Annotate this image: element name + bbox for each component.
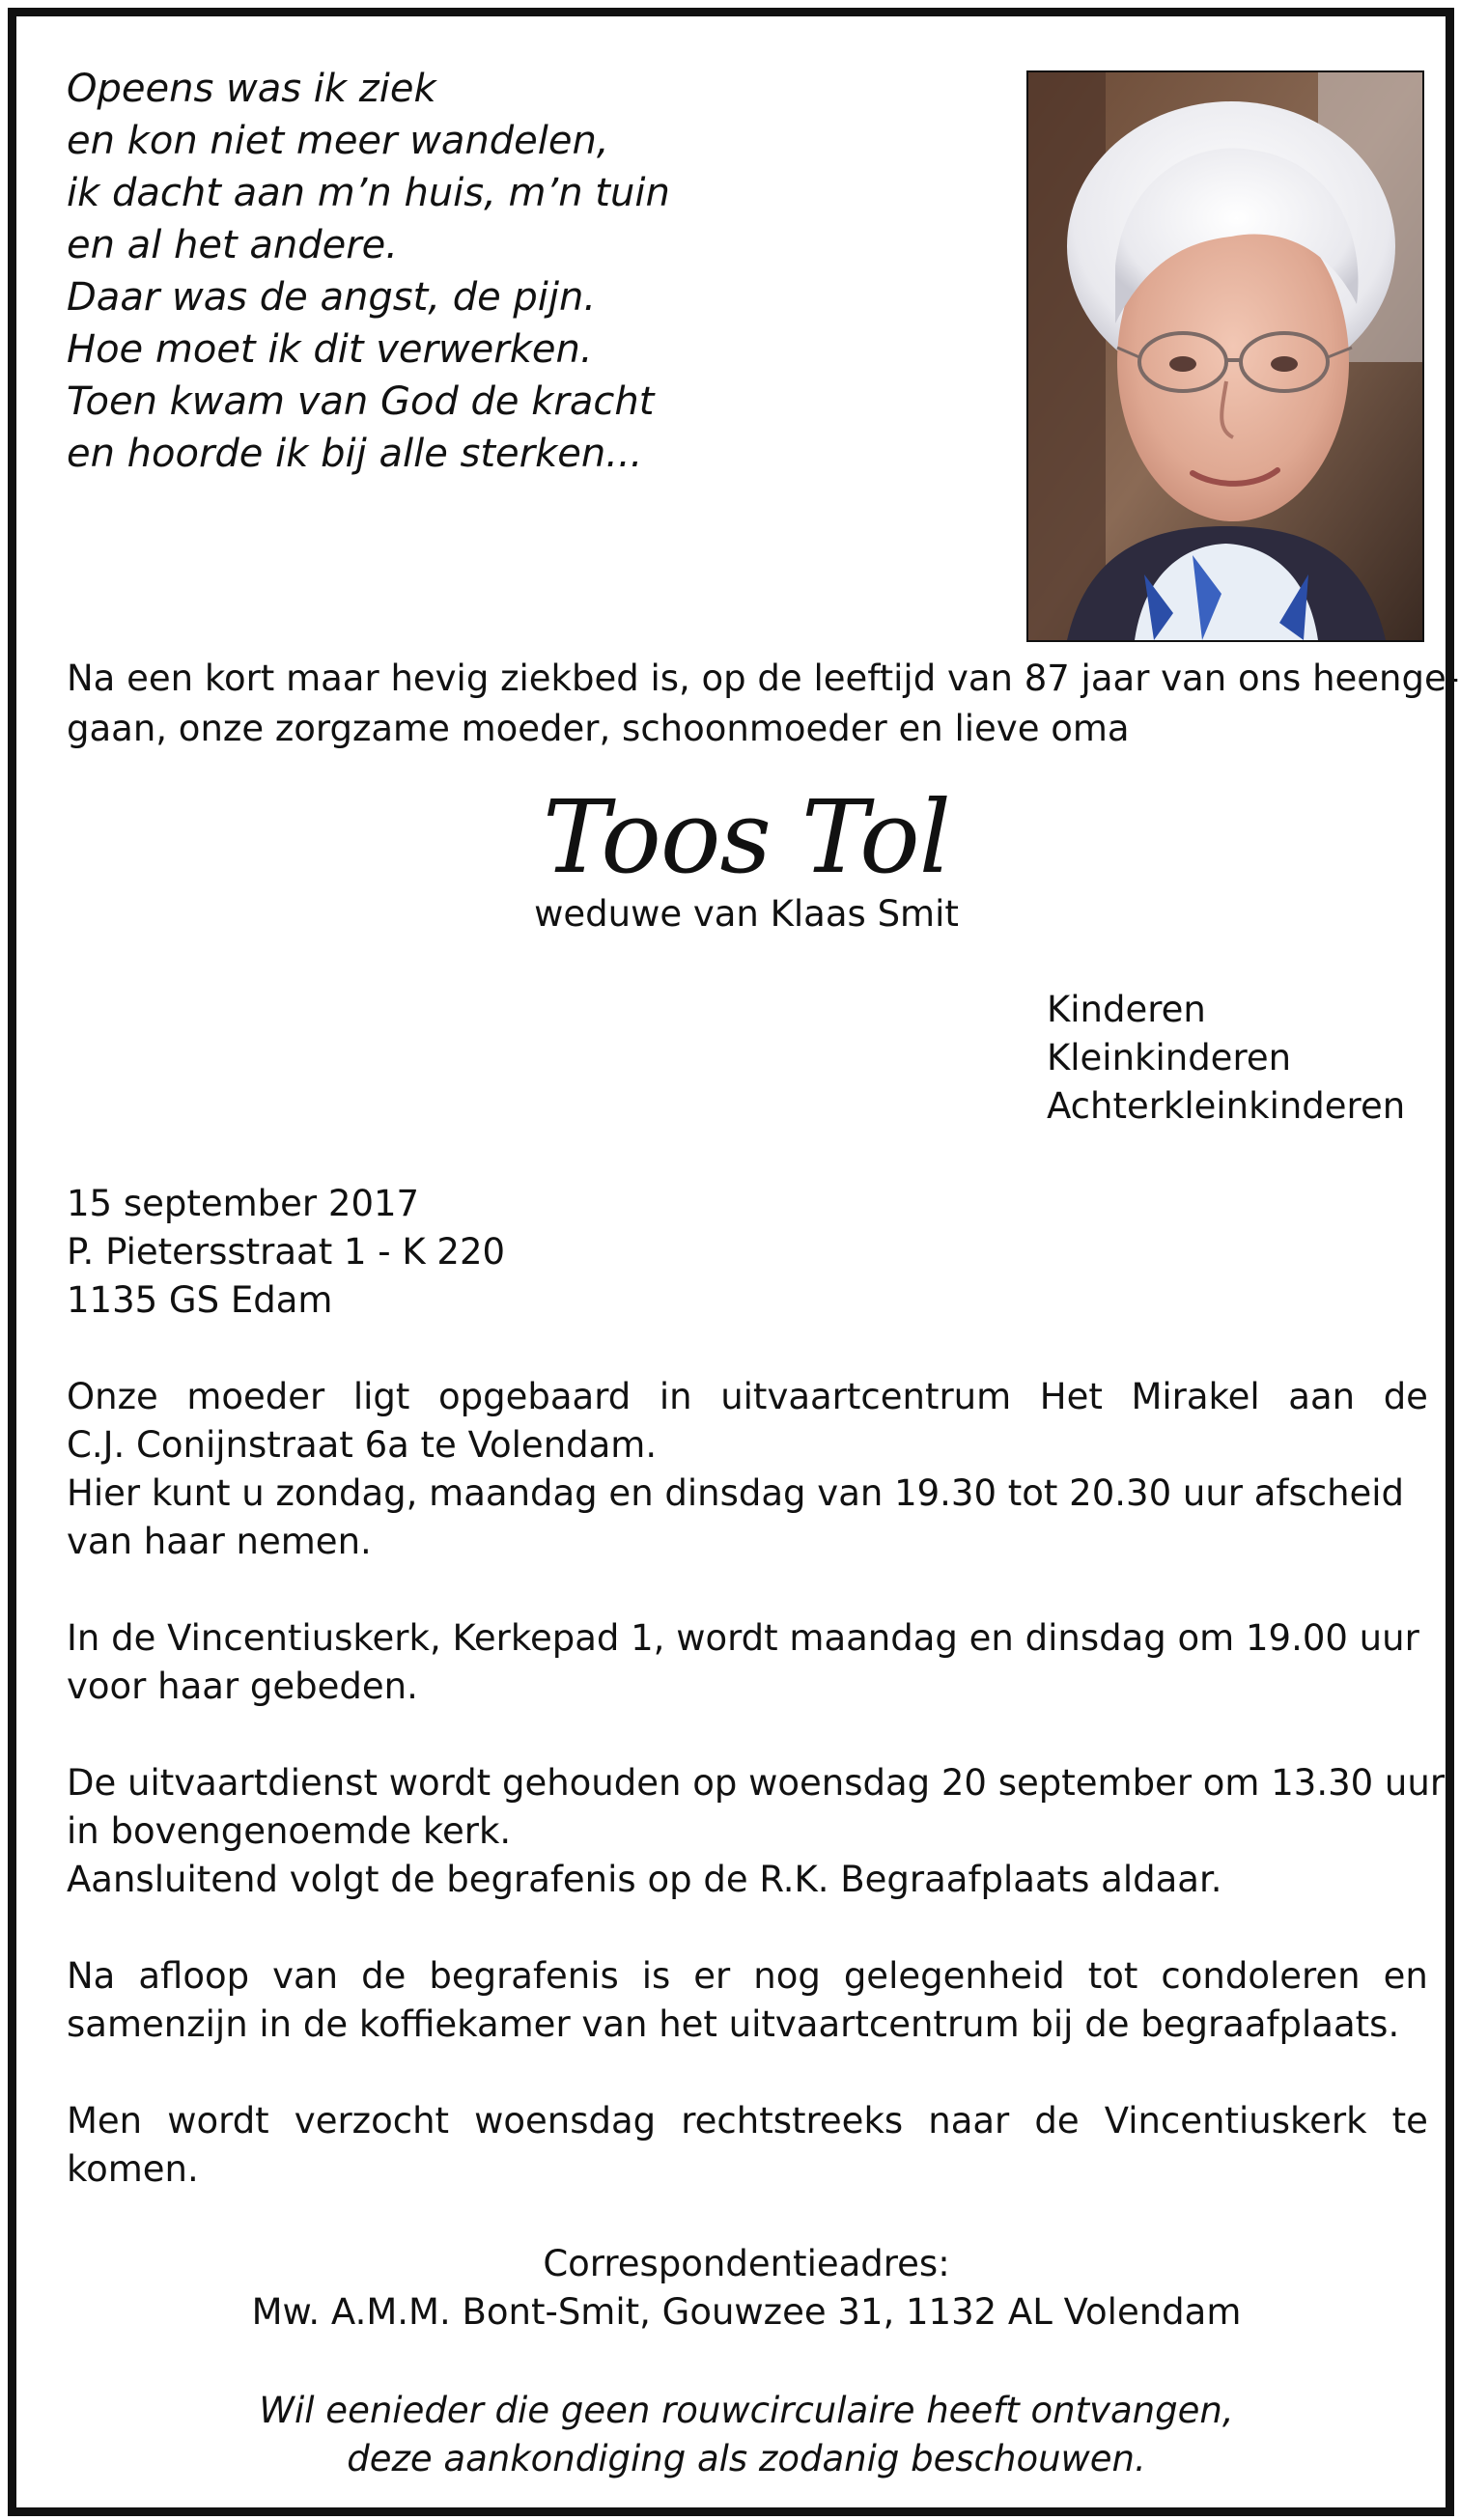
justified-line: Na afloop van de begrafenis is er nog gelegenheid tot condoleren en — [67, 1955, 1428, 1997]
paragraph-line: komen. — [67, 2148, 199, 2190]
paragraph-line: Aansluitend volgt de begrafenis op de R.K. Begraafplaats aldaar. — [67, 1859, 1222, 1900]
closing-line: deze aankondiging als zodanig beschouwen. — [347, 2438, 1146, 2479]
paragraph-line: voor haar gebeden. — [67, 1666, 418, 1707]
city-line: 1135 GS Edam — [67, 1279, 333, 1321]
justified-line: Onze moeder ligt opgebaard in uitvaartcentrum Het Mirakel aan de — [67, 1376, 1428, 1417]
family-item: Achterkleinkinderen — [1047, 1085, 1406, 1127]
correspondence-block — [16, 2240, 1460, 2337]
street-line: P. Pietersstraat 1 - K 220 — [67, 1231, 506, 1273]
correspondence-label: Correspondentieadres: — [543, 2243, 950, 2284]
intro-line: gaan, onze zorgzame moeder, schoonmoeder en lieve oma — [67, 708, 1130, 749]
deceased-name: Toos Tol — [542, 778, 951, 896]
date-line: 15 september 2017 — [67, 1183, 420, 1224]
poem-line: en kon niet meer wandelen, — [67, 119, 609, 163]
poem-line: en hoorde ik bij alle sterken... — [67, 432, 643, 476]
widow-line: weduwe van Klaas Smit — [534, 893, 959, 935]
poem-line: Daar was de angst, de pijn. — [67, 275, 597, 320]
correspondence-address: Mw. A.M.M. Bont-Smit, Gouwzee 31, 1132 AL Volendam — [251, 2291, 1242, 2333]
paragraph-line: De uitvaartdienst wordt gehouden op woensdag 20 september om 13.30 uur — [67, 1762, 1446, 1804]
paragraph-line: C.J. Conijnstraat 6a te Volendam. — [67, 1424, 658, 1466]
paragraph-prayer — [67, 1614, 1428, 1711]
closing-line: Wil eenieder die geen rouwcirculaire heeft ontvangen, — [259, 2390, 1234, 2431]
family-list — [1047, 986, 1405, 1131]
poem — [67, 63, 994, 480]
family-item: Kinderen — [1047, 989, 1206, 1030]
justified-line: Men wordt verzocht woensdag rechtstreeks naar de Vincentiuskerk te — [67, 2100, 1428, 2142]
paragraph-service — [67, 1759, 1446, 1904]
intro-text — [67, 654, 1460, 754]
paragraph-line: In de Vincentiuskerk, Kerkepad 1, wordt maandag en dinsdag om 19.00 uur — [67, 1617, 1419, 1659]
poem-line: Opeens was ik ziek — [67, 67, 436, 111]
portrait-photo — [1026, 70, 1424, 642]
poem-line: en al het andere. — [67, 223, 399, 267]
announcement-frame — [8, 8, 1460, 2516]
poem-line: Toen kwam van God de kracht — [67, 379, 655, 424]
paragraph-line: samenzijn in de koffiekamer van het uitvaartcentrum bij de begraafplaats. — [67, 2003, 1400, 2045]
paragraph-request — [67, 2097, 1428, 2194]
intro-line: Na een kort maar hevig ziekbed is, op de leeftijd van 87 jaar van ons heenge- — [67, 658, 1460, 699]
paragraph-condolences — [67, 1952, 1428, 2049]
paragraph-line: van haar nemen. — [67, 1521, 372, 1562]
family-item: Kleinkinderen — [1047, 1037, 1292, 1078]
poem-line: Hoe moet ik dit verwerken. — [67, 327, 593, 372]
date-address — [67, 1180, 505, 1325]
paragraph-line: Hier kunt u zondag, maandag en dinsdag van 19.30 tot 20.30 uur afscheid — [67, 1472, 1405, 1514]
paragraph-viewing — [67, 1373, 1428, 1566]
closing-note — [16, 2387, 1460, 2483]
paragraph-line: in bovengenoemde kerk. — [67, 1810, 512, 1852]
poem-line: ik dacht aan m’n huis, m’n tuin — [67, 171, 670, 215]
